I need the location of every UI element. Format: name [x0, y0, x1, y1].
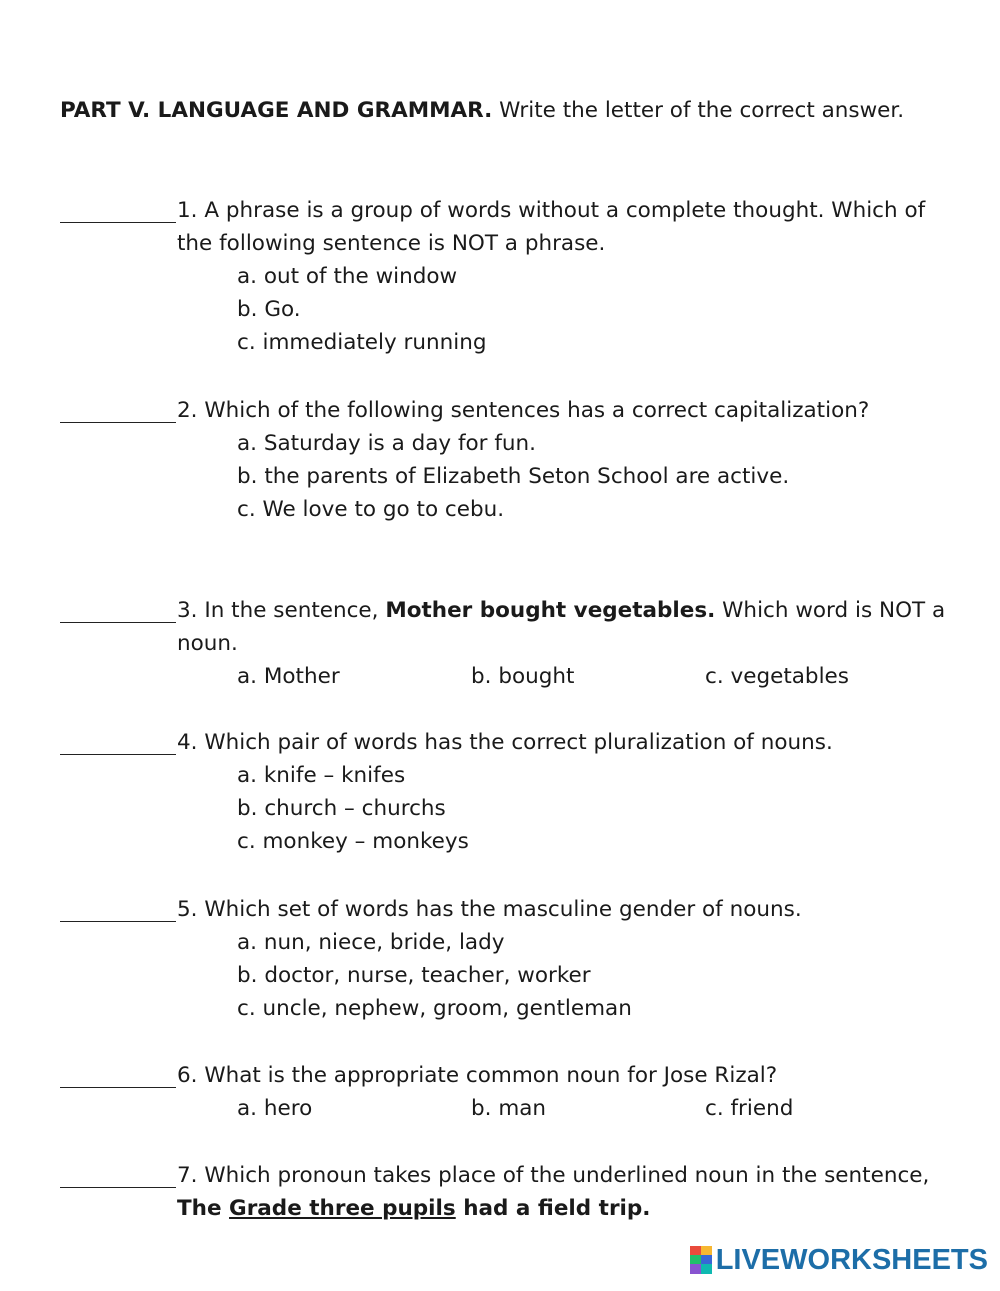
option-a: a. nun, niece, bride, lady — [237, 930, 505, 955]
option-b: b. church – churchs — [237, 796, 446, 821]
question-7 — [60, 1159, 960, 1225]
logo-block — [701, 1255, 712, 1264]
logo-block — [701, 1264, 712, 1274]
logo-text: LIVEWORKSHEETS — [715, 1243, 988, 1276]
liveworksheets-logo — [690, 1243, 988, 1277]
question-2 — [60, 394, 960, 526]
logo-block — [690, 1246, 701, 1255]
question-7-text — [177, 1159, 960, 1225]
option-b: b. the parents of Elizabeth Seton School are active. — [237, 464, 790, 489]
option-c: c. We love to go to cebu. — [237, 497, 505, 522]
question-5 — [60, 893, 960, 1025]
answer-blank-4[interactable] — [60, 726, 176, 755]
question-3-text — [177, 594, 960, 660]
logo-block — [701, 1246, 712, 1255]
logo-blocks-icon — [690, 1246, 712, 1274]
section-title: PART V. LANGUAGE AND GRAMMAR. — [60, 98, 493, 123]
option-a: a. Saturday is a day for fun. — [237, 431, 537, 456]
question-3 — [60, 594, 960, 693]
question-2-options — [237, 427, 960, 526]
question-5-text: 5. Which set of words has the masculine gender of nouns. — [177, 897, 802, 922]
option-a: a. knife – knifes — [237, 763, 406, 788]
question-3-sentence: Mother bought vegetables. — [385, 598, 716, 623]
answer-blank-1[interactable] — [60, 194, 176, 223]
option-a: a. out of the window — [237, 264, 458, 289]
answer-blank-5[interactable] — [60, 893, 176, 922]
question-4-text: 4. Which pair of words has the correct pluralization of nouns. — [177, 730, 833, 755]
question-7-underlined-noun: Grade three pupils — [229, 1196, 456, 1221]
question-4 — [60, 726, 960, 858]
option-c: c. uncle, nephew, groom, gentleman — [237, 996, 632, 1021]
question-3-text-post: Which word is NOT a noun. — [177, 598, 946, 656]
section-instruction: Write the letter of the correct answer. — [492, 98, 905, 123]
question-4-options — [237, 759, 960, 858]
option-b: b. Go. — [237, 297, 301, 322]
option-c: c. friend — [705, 1096, 794, 1121]
option-a: a. Mother — [237, 664, 340, 689]
question-3-options — [237, 660, 960, 693]
logo-block — [690, 1255, 701, 1264]
question-2-text: 2. Which of the following sentences has a correct capitalization? — [177, 398, 870, 423]
question-6 — [60, 1059, 960, 1125]
question-1-options — [237, 260, 960, 359]
answer-blank-2[interactable] — [60, 394, 176, 423]
question-1-text: 1. A phrase is a group of words without a complete thought. Which of the following sentence is NOT a phrase. — [177, 198, 926, 256]
question-7-sentence-end: had a field trip. — [455, 1196, 651, 1221]
question-6-text: 6. What is the appropriate common noun for Jose Rizal? — [177, 1063, 778, 1088]
option-c: c. monkey – monkeys — [237, 829, 469, 854]
option-c: c. immediately running — [237, 330, 487, 355]
option-c: c. vegetables — [705, 664, 849, 689]
answer-blank-6[interactable] — [60, 1059, 176, 1088]
question-7-text-pre: 7. Which pronoun takes place of the underlined noun in the sentence, — [177, 1163, 930, 1188]
option-a: a. hero — [237, 1096, 313, 1121]
option-b: b. man — [471, 1096, 547, 1121]
option-b: b. doctor, nurse, teacher, worker — [237, 963, 591, 988]
answer-blank-7[interactable] — [60, 1159, 176, 1188]
question-3-text-pre: 3. In the sentence, — [177, 598, 386, 623]
question-5-options — [237, 926, 960, 1025]
question-1 — [60, 194, 960, 359]
logo-block — [690, 1264, 701, 1274]
question-6-options — [237, 1092, 960, 1125]
section-header — [60, 94, 940, 127]
answer-blank-3[interactable] — [60, 594, 176, 623]
option-b: b. bought — [471, 664, 575, 689]
question-7-sentence-start: The — [177, 1196, 230, 1221]
